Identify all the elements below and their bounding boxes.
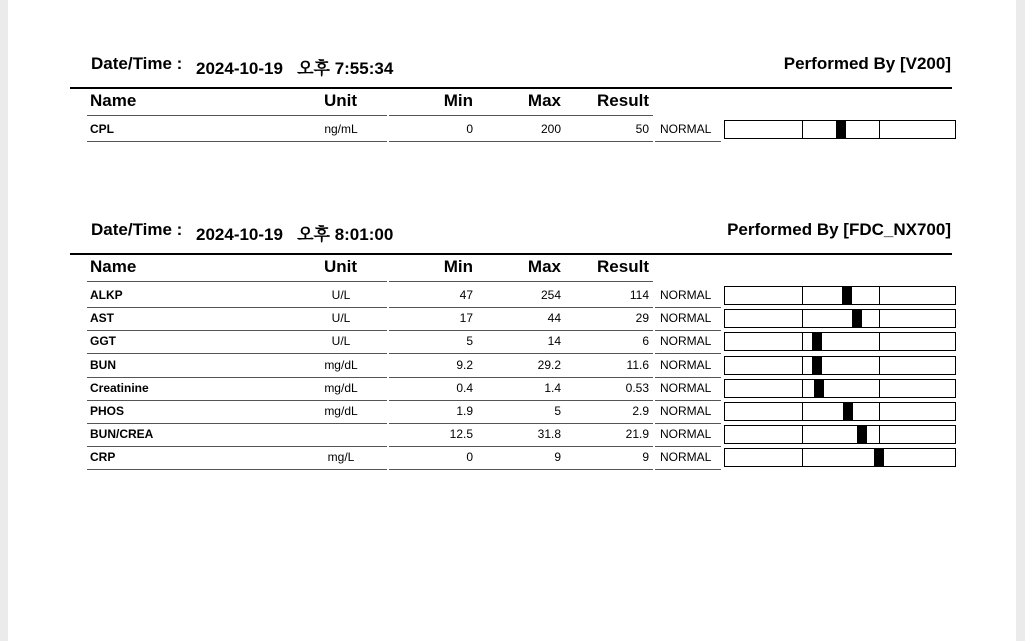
test-max: 200	[540, 122, 561, 136]
test-min: 0.4	[456, 380, 473, 395]
test-status: NORMAL	[660, 122, 712, 136]
range-indicator-bar	[724, 448, 956, 467]
column-underline	[565, 115, 653, 116]
result-marker	[852, 310, 862, 327]
range-divider	[879, 310, 880, 327]
row-divider	[87, 141, 295, 142]
range-divider	[802, 357, 803, 374]
test-result: 11.6	[626, 357, 649, 372]
test-max: 1.4	[544, 380, 561, 395]
row-divider	[477, 469, 565, 470]
result-marker	[842, 287, 852, 304]
row-divider	[87, 469, 295, 470]
row-divider	[565, 141, 653, 142]
test-result: 21.9	[625, 427, 649, 442]
test-min: 1.9	[456, 404, 473, 418]
test-status: NORMAL	[660, 311, 712, 326]
test-result: 50	[635, 122, 649, 136]
column-underline	[389, 281, 477, 282]
row-divider	[389, 141, 477, 142]
range-indicator-bar	[724, 120, 956, 139]
test-name: CPL	[90, 122, 114, 136]
test-max: 5	[554, 404, 561, 418]
test-name: ALKP	[90, 288, 123, 302]
datetime-value: 2024-10-19 오후 7:55:34	[196, 59, 394, 78]
result-marker	[812, 357, 822, 374]
range-divider	[802, 333, 803, 350]
range-divider	[879, 426, 880, 443]
range-indicator-bar	[724, 402, 956, 421]
range-divider	[802, 121, 803, 138]
range-divider	[879, 333, 880, 350]
row-divider	[477, 141, 565, 142]
panel-header	[91, 54, 951, 78]
datetime-value: 2024-10-19 오후 8:01:00	[196, 225, 394, 244]
test-name: AST	[90, 311, 114, 326]
test-name: CRP	[90, 450, 116, 465]
column-unit-header: Unit	[324, 91, 358, 110]
test-result: 2.9	[632, 404, 649, 418]
test-unit: mg/dL	[324, 380, 358, 395]
test-unit: U/L	[331, 288, 351, 302]
test-unit: mg/dL	[324, 357, 358, 372]
result-marker	[874, 449, 884, 466]
test-status: NORMAL	[660, 334, 712, 349]
test-name: PHOS	[90, 404, 125, 418]
test-unit: U/L	[331, 334, 351, 349]
test-max: 254	[540, 288, 561, 302]
test-result: 9	[642, 450, 649, 465]
column-underline	[87, 115, 295, 116]
range-divider	[879, 403, 880, 420]
table-row	[8, 401, 1016, 424]
header-rule	[70, 253, 952, 255]
table-row	[8, 378, 1016, 401]
column-underline	[87, 281, 295, 282]
column-underline	[477, 281, 565, 282]
column-result-header: Result	[597, 257, 649, 276]
table-row	[8, 331, 1016, 354]
row-divider	[655, 469, 721, 470]
datetime-label: Date/Time :	[91, 54, 183, 73]
row-divider	[655, 141, 721, 142]
test-status: NORMAL	[660, 357, 712, 372]
performed-by: Performed By [FDC_NX700]	[727, 220, 951, 239]
test-result: 6	[642, 334, 649, 349]
test-result: 29	[635, 311, 649, 326]
table-row	[8, 355, 1016, 378]
test-min: 5	[466, 334, 473, 349]
column-unit-header: Unit	[324, 257, 358, 276]
test-min: 17	[459, 311, 473, 326]
range-divider	[802, 380, 803, 397]
column-underline	[295, 115, 387, 116]
test-min: 9.2	[456, 357, 473, 372]
test-unit: mg/dL	[324, 404, 358, 418]
datetime-label: Date/Time :	[91, 220, 183, 239]
table-row	[8, 308, 1016, 331]
column-min-header: Min	[443, 91, 473, 110]
column-underline	[477, 115, 565, 116]
column-max-header: Max	[527, 91, 561, 110]
table-row	[8, 447, 1016, 470]
column-max-header: Max	[527, 257, 561, 276]
header-rule	[70, 87, 952, 89]
performed-by: Performed By [V200]	[783, 54, 951, 73]
row-divider	[389, 469, 477, 470]
table-row	[8, 119, 1016, 142]
report-page	[8, 0, 1016, 641]
range-divider	[802, 449, 803, 466]
test-max: 31.8	[537, 427, 561, 442]
range-indicator-bar	[724, 379, 956, 398]
result-marker	[857, 426, 867, 443]
column-underline	[565, 281, 653, 282]
result-marker	[836, 121, 846, 138]
range-indicator-bar	[724, 286, 956, 305]
column-name-header: Name	[90, 91, 137, 110]
result-marker	[843, 403, 853, 420]
test-status: NORMAL	[660, 288, 712, 302]
test-name: BUN	[90, 357, 116, 372]
table-row	[8, 424, 1016, 447]
range-divider	[802, 403, 803, 420]
test-max: 44	[547, 311, 561, 326]
result-marker	[814, 380, 824, 397]
test-max: 9	[554, 450, 561, 465]
range-divider	[802, 310, 803, 327]
test-min: 47	[459, 288, 473, 302]
column-name-header: Name	[90, 257, 137, 276]
test-status: NORMAL	[660, 450, 712, 465]
test-name: GGT	[90, 334, 116, 349]
column-result-header: Result	[597, 91, 649, 110]
panel-header	[91, 220, 951, 244]
test-min: 0	[466, 122, 473, 136]
test-result: 114	[629, 288, 649, 302]
range-divider	[879, 357, 880, 374]
column-min-header: Min	[443, 257, 473, 276]
range-divider	[802, 426, 803, 443]
test-unit: mg/L	[327, 450, 355, 465]
range-divider	[879, 121, 880, 138]
test-name: Creatinine	[90, 380, 149, 395]
column-underline	[295, 281, 387, 282]
range-divider	[879, 287, 880, 304]
test-status: NORMAL	[660, 404, 712, 418]
range-divider	[879, 380, 880, 397]
test-result: 0.53	[625, 380, 649, 395]
range-indicator-bar	[724, 309, 956, 328]
row-divider	[565, 469, 653, 470]
table-row	[8, 285, 1016, 308]
test-unit: ng/mL	[324, 122, 358, 136]
range-indicator-bar	[724, 332, 956, 351]
column-underline	[389, 115, 477, 116]
range-indicator-bar	[724, 356, 956, 375]
row-divider	[295, 469, 387, 470]
test-max: 14	[547, 334, 561, 349]
row-divider	[295, 141, 387, 142]
test-min: 0	[466, 450, 473, 465]
result-marker	[812, 333, 822, 350]
test-max: 29.2	[537, 357, 561, 372]
test-min: 12.5	[449, 427, 473, 442]
test-name: BUN/CREA	[90, 427, 154, 442]
test-unit: U/L	[331, 311, 351, 326]
range-divider	[802, 287, 803, 304]
range-indicator-bar	[724, 425, 956, 444]
test-status: NORMAL	[660, 380, 712, 395]
test-status: NORMAL	[660, 427, 712, 442]
